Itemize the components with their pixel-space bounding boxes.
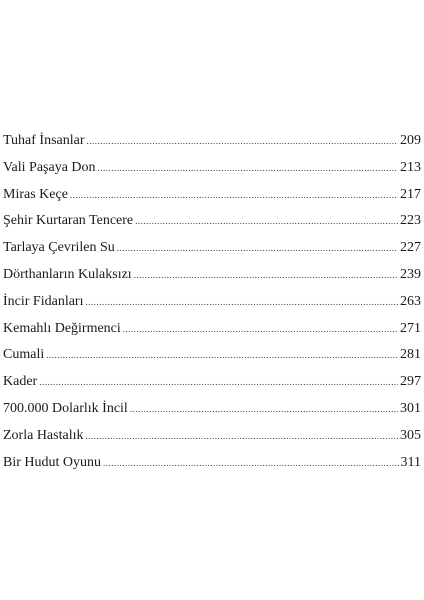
toc-entry-page: 217 bbox=[400, 186, 421, 202]
toc-entry-title: Bir Hudut Oyunu bbox=[3, 454, 101, 470]
toc-entry-page: 223 bbox=[400, 213, 421, 229]
toc-entry bbox=[3, 262, 421, 289]
toc-entry bbox=[3, 289, 421, 316]
dot-leader bbox=[85, 289, 398, 316]
dot-leader bbox=[123, 316, 398, 343]
toc-entry-page: 213 bbox=[400, 159, 421, 175]
toc-entry-title: Miras Keçe bbox=[3, 186, 68, 202]
toc-entry-page: 209 bbox=[400, 133, 421, 148]
dot-leader bbox=[103, 450, 399, 477]
toc-entry-page: 271 bbox=[400, 320, 421, 336]
toc-entry-title: 700.000 Dolarlık İncil bbox=[3, 400, 128, 416]
toc-entry-title: Tarlaya Çevrilen Su bbox=[3, 240, 115, 256]
toc-entry-title: Zorla Hastalık bbox=[3, 427, 84, 443]
toc-entry bbox=[3, 423, 421, 450]
toc-entry bbox=[3, 450, 421, 477]
toc-entry bbox=[3, 342, 421, 369]
dot-leader bbox=[134, 262, 398, 289]
toc-entry bbox=[3, 369, 421, 396]
dot-leader bbox=[87, 128, 398, 155]
toc-entry-title: Cumali bbox=[3, 347, 45, 363]
toc-entry-title: Dörthanların Kulaksızı bbox=[3, 266, 132, 282]
toc-entry bbox=[3, 396, 421, 423]
dot-leader bbox=[98, 155, 398, 182]
toc-entry bbox=[3, 182, 421, 209]
dot-leader bbox=[46, 342, 398, 369]
table-of-contents bbox=[3, 128, 421, 476]
toc-entry bbox=[3, 235, 421, 262]
dot-leader bbox=[117, 235, 398, 262]
dot-leader bbox=[39, 369, 398, 396]
toc-entry-title: Kemahlı Değirmenci bbox=[3, 320, 121, 336]
toc-entry-title: Kader bbox=[3, 374, 38, 390]
toc-entry-page: 311 bbox=[400, 454, 421, 470]
toc-entry-page: 227 bbox=[400, 240, 421, 256]
toc-entry-title: İncir Fidanları bbox=[3, 293, 84, 309]
dot-leader bbox=[70, 182, 398, 209]
toc-entry bbox=[3, 155, 421, 182]
toc-entry bbox=[3, 128, 421, 155]
toc-entry-title: Tuhaf İnsanlar bbox=[3, 133, 85, 148]
toc-entry-page: 263 bbox=[400, 293, 421, 309]
toc-entry-page: 281 bbox=[400, 347, 421, 363]
toc-entry-page: 305 bbox=[400, 427, 421, 443]
toc-entry-title: Vali Paşaya Don bbox=[3, 159, 96, 175]
dot-leader bbox=[85, 423, 398, 450]
toc-entry-page: 239 bbox=[400, 266, 421, 282]
dot-leader bbox=[130, 396, 398, 423]
toc-entry-title: Şehir Kurtaran Tencere bbox=[3, 213, 134, 229]
toc-entry-page: 297 bbox=[400, 374, 421, 390]
toc-entry-page: 301 bbox=[400, 400, 421, 416]
dot-leader bbox=[135, 208, 398, 235]
toc-entry bbox=[3, 208, 421, 235]
toc-entry bbox=[3, 316, 421, 343]
